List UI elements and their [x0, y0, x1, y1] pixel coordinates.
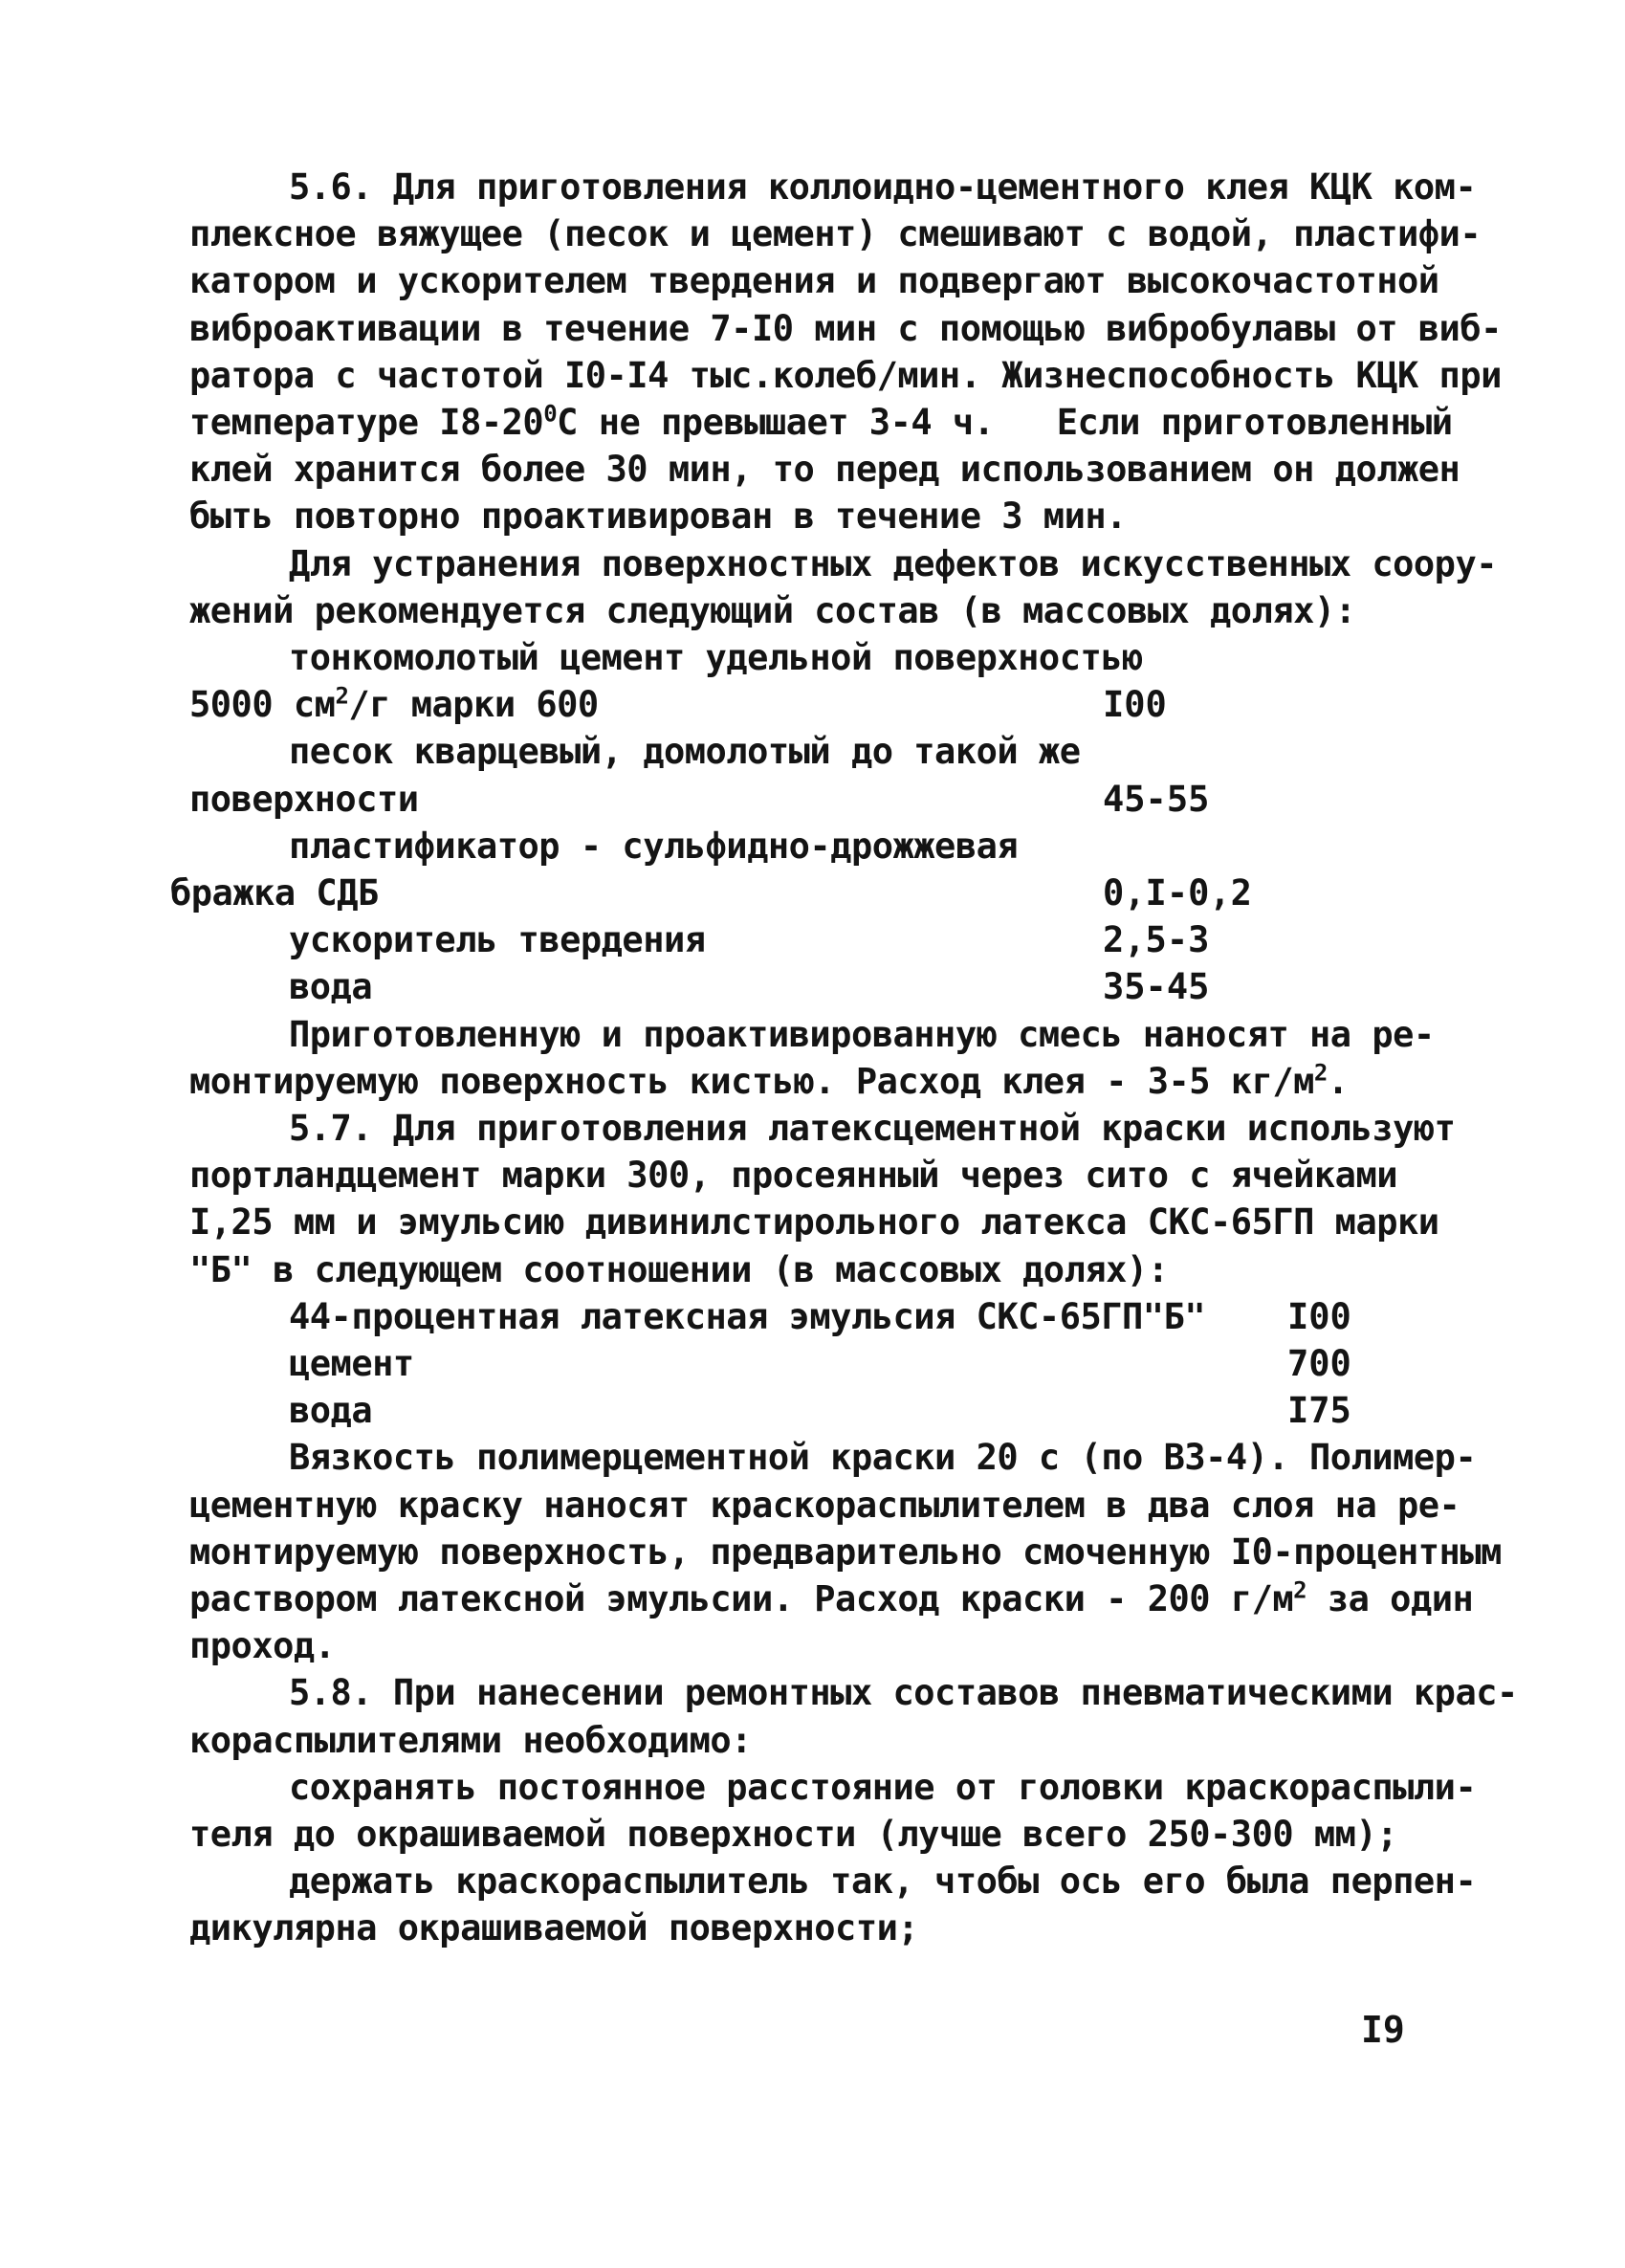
s56-line-3: катором и ускорителем твердения и подвергают высокочастотной [189, 260, 1439, 301]
s58-line-1: 5.8. При нанесении ремонтных составов пневматическими крас- [289, 1672, 1518, 1713]
s56-line-8: быть повторно проактивирован в течение 3 мин. [189, 495, 1127, 537]
s56-line-6 [189, 400, 1453, 446]
defects-item1-value: I00 [1103, 684, 1167, 725]
defects-item1-line2-post: /г марки 600 [348, 684, 599, 725]
s56-line-7: клей хранится более 30 мин, то перед использованием он должен [189, 449, 1460, 490]
s58-line-3: сохранять постоянное расстояние от головки краскораспыли- [289, 1767, 1477, 1808]
s57-visc-1: Вязкость полимерцементной краски 20 с (по ВЗ-4). Полимер- [289, 1437, 1477, 1478]
s57-line-3: I,25 мм и эмульсию дивинилстирольного латекса СКС-65ГП марки [189, 1201, 1439, 1243]
s58-line-6: дикулярна окрашиваемой поверхности; [189, 1907, 919, 1949]
s57-line-2: портландцемент марки 300, просеянный через сито с ячейками [189, 1155, 1398, 1196]
defects-item5-value: 35-45 [1103, 966, 1210, 1007]
s56-line-5: ратора с частотой I0-I4 тыс.колеб/мин. Жизнеспособность КЦК при [189, 355, 1502, 396]
s57-item3-value: I75 [1287, 1390, 1351, 1431]
s57-visc-3: монтируемую поверхность, предварительно смоченную I0-процентным [189, 1531, 1502, 1573]
apply-sq-sup: 2 [1313, 1059, 1328, 1087]
defects-apply-2-pre: монтируемую поверхность кистью. Расход клея - 3-5 кг/м [189, 1061, 1314, 1102]
defects-item4-label: ускоритель твердения [289, 919, 706, 960]
s56-line-6-pre: температуре I8-20 [189, 402, 544, 443]
s57-visc-2: цементную краску наносят краскораспылителем в два слоя на ре- [189, 1485, 1460, 1526]
s56-line-1: 5.6. Для приготовления коллоидно-цементного клея КЦК ком- [289, 166, 1477, 208]
s57-line-1: 5.7. Для приготовления латексцементной краски используют [289, 1108, 1456, 1149]
defects-item3-value: 0,I-0,2 [1103, 872, 1252, 914]
s56-line-2: плексное вяжущее (песок и цемент) смешивают с водой, пластифи- [189, 213, 1482, 254]
s56-line-4: виброактивации в течение 7-I0 мин с помощью вибробулавы от виб- [189, 308, 1502, 349]
defects-item3-line1: пластификатор - сульфидно-дрожжевая [289, 826, 1019, 867]
defects-item5-label: вода [289, 966, 373, 1007]
defects-item1-line2 [189, 682, 599, 728]
s57-visc-4-pre: раствором латексной эмульсии. Расход краски - 200 г/м [189, 1578, 1294, 1619]
defects-item4-value: 2,5-3 [1103, 919, 1210, 960]
defects-intro-2: жений рекомендуется следующий состав (в массовых долях): [189, 590, 1356, 631]
s57-item1-label: 44-процентная латексная эмульсия СКС-65ГП"Б" [289, 1296, 1206, 1337]
s58-line-2: кораспылителями необходимо: [189, 1720, 752, 1761]
defects-intro-1: Для устранения поверхностных дефектов искусственных соору- [289, 543, 1498, 584]
page-number: I9 [1361, 2009, 1405, 2051]
degree-sup: 0 [543, 400, 558, 428]
s56-line-6-post: С не превышает 3-4 ч. Если приготовленный [557, 402, 1453, 443]
s57-item2-value: 700 [1287, 1343, 1351, 1384]
s58-line-4: теля до окрашиваемой поверхности (лучше всего 250-300 мм); [189, 1814, 1398, 1855]
s57-item2-label: цемент [289, 1343, 414, 1384]
visc-sq-sup: 2 [1293, 1576, 1307, 1604]
defects-apply-1: Приготовленную и проактивированную смесь наносят на ре- [289, 1014, 1435, 1055]
defects-item3-line2: бражка СДБ [170, 872, 379, 914]
s57-visc-5: проход. [189, 1625, 336, 1666]
defects-item2-line1: песок кварцевый, домолотый до такой же [289, 731, 1081, 772]
s58-line-5: держать краскораспылитель так, чтобы ось его была перпен- [289, 1861, 1477, 1902]
s57-line-4: "Б" в следующем соотношении (в массовых долях): [189, 1249, 1169, 1290]
defects-apply-2-post: . [1327, 1061, 1349, 1102]
defects-item2-line2: поверхности [189, 779, 419, 820]
sq-sup: 2 [335, 682, 349, 710]
defects-item1-line2-pre: 5000 см [189, 684, 336, 725]
defects-apply-2 [189, 1059, 1349, 1105]
s57-item3-label: вода [289, 1390, 373, 1431]
defects-item2-value: 45-55 [1103, 779, 1210, 820]
s57-visc-4 [189, 1576, 1473, 1622]
s57-item1-value: I00 [1287, 1296, 1351, 1337]
s57-visc-4-post: за один [1307, 1578, 1474, 1619]
defects-item1-line1: тонкомолотый цемент удельной поверхностью [289, 637, 1143, 678]
